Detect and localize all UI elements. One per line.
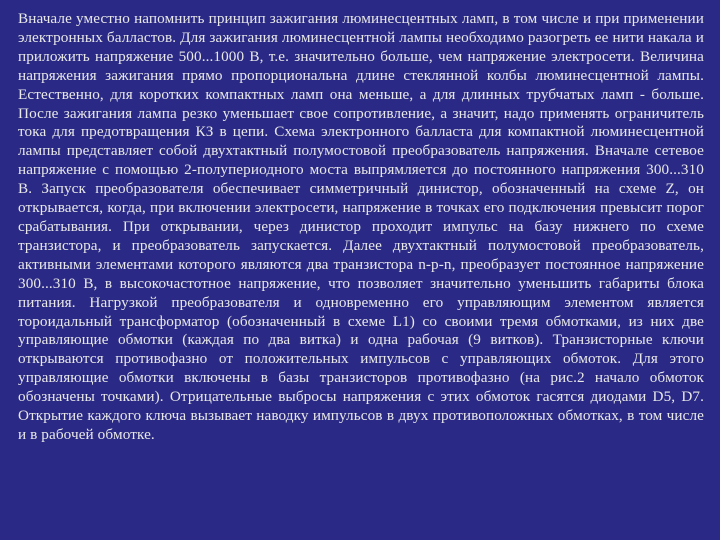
body-paragraph: Вначале уместно напомнить принцип зажигания люминесцентных ламп, в том числе и при применении электронных балластов. Для зажигания люминесцентной лампы необходимо разогреть ее нити накала и приложить напряжение 500...1000 В, т.е. значительно больше, чем напряжение электросети. Величина напряжения зажигания прямо пропорциональна длине стеклянной колбы люминесцентной лампы. Естественно, для коротких компактных ламп она меньше, а для длинных трубчатых ламп - больше. После зажигания лампа резко уменьшает свое сопротивление, а значит, надо применять ограничитель тока для предотвращения КЗ в цепи. Схема электронного балласта для компактной люминесцентной лампы представляет собой двухтактный полумостовой преобразователь напряжения. Вначале сетевое напряжение с помощью 2-полупериодного моста выпрямляется до постоянного напряжения 300...310 В. Запуск преобразователя обеспечивает симметричный динистор, обозначенный на схеме Z, он открывается, когда, при включении электросети, напряжение в точках его подключения превысит порог срабатывания. При открывании, через динистор проходит импульс на базу нижнего по схеме транзистора, и преобразователь запускается. Далее двухтактный полумостовой преобразователь, активными элементами которого являются два транзистора n-p-n, преобразует постоянное напряжение 300...310 В, в высокочастотное напряжение, что позволяет значительно уменьшить габариты блока питания. Нагрузкой преобразователя и одновременно его управляющим элементом является тороидальный трансформатор (обозначенный в схеме L1) со своими тремя обмотками, из них две управляющие обмотки (каждая по два витка) и одна рабочая (9 витков). Транзисторные ключи открываются противофазно от положительных импульсов с управляющих обмоток. Для этого управляющие обмотки включены в базы транзисторов противофазно (на рис.2 начало обмоток обозначены точками). Отрицательные выбросы напряжения с этих обмоток гасятся диодами D5, D7. Открытие каждого ключа вызывает наводку импульсов в двух противоположных обмотках, в том числе и в рабочей обмотке. xyxy=(18,10,704,443)
